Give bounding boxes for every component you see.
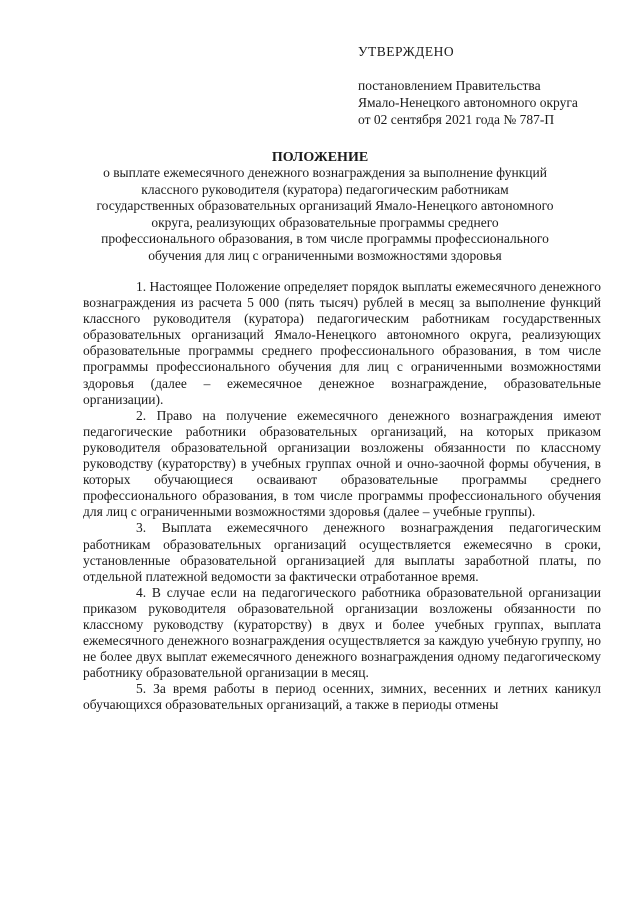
document-subtitle: о выплате ежемесячного денежного вознаграждения за выполнение функций классного руководителя (куратора) педагогическим работникам государственных образовательных организаций Ямало-Ненецкого автономного округа, реализующих образовательные программы среднего профессионального образования, в том числе программы профессионального обучения для лиц с ограниченными возможностями здоровья [96, 165, 554, 263]
paragraph-4: 4. В случае если на педагогического работника образовательной организации приказом руководителя образовательной организации возложены обязанности по классному руководству (кураторству) в двух и более учебных группах, выплата ежемесячного денежного вознаграждения осуществляется за каждую учебную группу, но не более двух выплат ежемесячного денежного вознаграждения одному педагогическому работнику образовательной организации в месяц. [83, 584, 601, 681]
paragraph-1: 1. Настоящее Положение определяет порядок выплаты ежемесячного денежного вознаграждения из расчета 5 000 (пять тысяч) рублей в месяц за выполнение функций классного руководителя (куратора) педагогическим работникам государственных образовательных организаций Ямало-Ненецкого автономного округа, реализующих образовательные программы среднего профессионального образования, в том числе программы профессионального обучения для лиц с ограниченными возможностями здоровья (далее – ежемесячное денежное вознаграждение, образовательные организации). [83, 279, 601, 407]
document-body [83, 279, 601, 714]
document-title: ПОЛОЖЕНИЕ [271, 150, 369, 165]
approval-stamp [358, 43, 578, 128]
approval-line-3: от 02 сентября 2021 года № 787-П [358, 112, 555, 127]
approval-line-2: Ямало-Ненецкого автономного округа [358, 95, 578, 110]
approval-line-1: постановлением Правительства [358, 78, 541, 93]
paragraph-3: 3. Выплата ежемесячного денежного вознаграждения педагогическим работникам образовательных организаций осуществляется ежемесячно в сроки, установленные образовательной организацией для выплаты заработной платы, по отдельной платежной ведомости за фактически отработанное время. [83, 520, 601, 584]
approval-heading: УТВЕРЖДЕНО [358, 44, 455, 59]
paragraph-2: 2. Право на получение ежемесячного денежного вознаграждения имеют педагогические работники образовательных организаций, на которых приказом руководителя образовательной организации возложены обязанности по классному руководству (кураторству) в учебных группах очной и очно-заочной формы обучения, в которых обучающиеся осваивают образовательные программы среднего профессионального образования, в том числе программы профессионального обучения для лиц с ограниченными возможностями здоровья (далее – учебные группы). [83, 407, 601, 520]
paragraph-5: 5. За время работы в период осенних, зимних, весенних и летних каникул обучающихся образовательных организаций, а также в периоды отмены [83, 681, 601, 713]
